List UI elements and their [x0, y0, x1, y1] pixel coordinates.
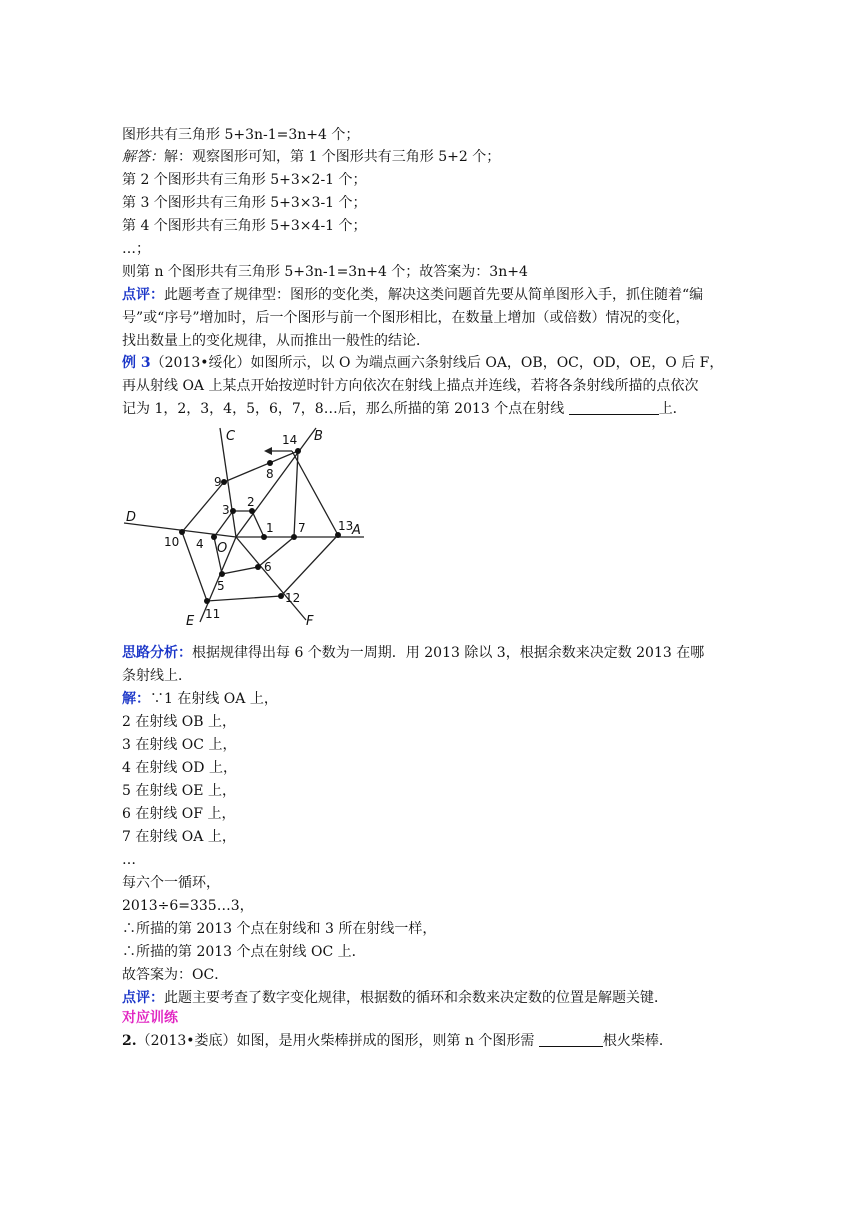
label-5: 5 — [217, 579, 225, 593]
point-9 — [221, 479, 227, 485]
point-4 — [211, 534, 217, 540]
comment-text: 此题主要考查了数字变化规律，根据数的循环和余数来决定数的位置是解题关键． — [164, 990, 668, 1006]
example-line — [122, 352, 723, 374]
label-10: 10 — [164, 535, 180, 549]
point-3 — [230, 508, 236, 514]
example-text: 记为 1，2，3，4，5，6，7，8…后，那么所描的第 2013 个点在射线 — [122, 401, 569, 417]
analysis-line: 条射线上． — [122, 668, 192, 684]
label-4: 4 — [196, 537, 204, 551]
ray-label-B: B — [314, 429, 323, 444]
label-13: 13 — [338, 519, 354, 533]
ray-label-F: F — [306, 614, 314, 629]
solution-line: 3 在射线 OC 上， — [122, 737, 237, 753]
text-line: 则第 n 个图形共有三角形 5+3n-1=3n+4 个；故答案为：3n+4 — [122, 264, 528, 280]
answer-blank[interactable] — [569, 400, 659, 415]
label-1: 1 — [266, 521, 274, 535]
solution-line: ∴所描的第 2013 个点在射线和 3 所在射线一样， — [122, 921, 437, 937]
example-label: 例 3 — [122, 355, 151, 371]
solution-line: 4 在射线 OD 上， — [122, 760, 237, 776]
comment-line — [122, 987, 668, 1009]
comment-label: 点评： — [122, 287, 164, 303]
ray-OF — [236, 537, 306, 620]
example-line — [122, 398, 687, 420]
text-line: 第 2 个图形共有三角形 5+3×2-1 个； — [122, 172, 367, 188]
label-8: 8 — [266, 467, 274, 481]
comment-label: 点评： — [122, 990, 164, 1006]
point-14 — [295, 448, 301, 454]
ray-label-E: E — [186, 614, 195, 629]
solution-line: 2 在射线 OB 上， — [122, 714, 237, 730]
label-7: 7 — [298, 521, 306, 535]
answer-blank[interactable] — [539, 1032, 603, 1047]
practice-heading: 对应训练 — [122, 1010, 178, 1026]
ray-label-C: C — [226, 429, 236, 444]
answer-text: 解：观察图形可知，第 1 个图形共有三角形 5+2 个； — [164, 149, 501, 165]
analysis-text: 根据规律得出每 6 个数为一周期．用 2013 除以 3，根据余数来决定数 2013 在哪 — [192, 645, 705, 661]
solution-text: ∵1 在射线 OA 上， — [150, 691, 278, 707]
point-6 — [255, 564, 261, 570]
practice-line — [122, 1030, 673, 1052]
point-12 — [278, 593, 284, 599]
label-6: 6 — [264, 560, 272, 574]
comment-line: 找出数量上的变化规律，从而推出一般性的结论． — [122, 333, 430, 349]
arrow-head — [264, 447, 272, 455]
text-line: 第 4 个图形共有三角形 5+3×4-1 个； — [122, 218, 367, 234]
example-line: 再从射线 OA 上某点开始按逆时针方向依次在射线上描点并连线，若将各条射线所描的点依次 — [122, 378, 699, 394]
label-9: 9 — [214, 475, 222, 489]
spiral-path — [182, 451, 338, 601]
question-text: （2013•娄底）如图，是用火柴棒拼成的图形，则第 n 个图形需 — [136, 1033, 539, 1049]
comment-line: 号”或“序号”增加时，后一个图形与前一个图形相比，在数量上增加（或倍数）情况的变化， — [122, 310, 690, 326]
solution-line: 7 在射线 OA 上， — [122, 829, 236, 845]
solution-line: 2013÷6=335…3， — [122, 898, 254, 914]
point-11 — [204, 598, 210, 604]
text-line: 第 3 个图形共有三角形 5+3×3-1 个； — [122, 195, 367, 211]
label-14: 14 — [282, 433, 298, 447]
analysis-label: 思路分析： — [122, 645, 192, 661]
point-5 — [219, 571, 225, 577]
comment-text: 此题考查了规律型：图形的变化类，解决这类问题首先要从简单图形入手，抓住随着“编 — [164, 287, 704, 303]
label-12: 12 — [285, 591, 301, 605]
example-text: （2013•绥化）如图所示，以 O 为端点画六条射线后 OA，OB，OC，OD，OE，O 后 F， — [150, 355, 724, 371]
point-8 — [267, 460, 273, 466]
analysis-line — [122, 642, 704, 664]
center-label-O: O — [217, 541, 228, 556]
label-3: 3 — [222, 503, 230, 517]
comment-line — [122, 284, 703, 306]
solution-line: 故答案为：OC． — [122, 967, 229, 983]
solution-line: ∴所描的第 2013 个点在射线 OC 上． — [122, 944, 366, 960]
question-number: 2. — [122, 1033, 137, 1049]
question-tail: 根火柴棒． — [602, 1033, 673, 1049]
solution-line: 5 在射线 OE 上， — [122, 783, 236, 799]
solution-line — [122, 688, 278, 710]
ray-label-D: D — [126, 510, 137, 525]
ray-label-A: A — [352, 523, 361, 538]
answer-label: 解答： — [122, 149, 164, 165]
solution-line: 每六个一循环， — [122, 875, 220, 891]
text-line: …； — [122, 241, 150, 257]
rays-figure — [118, 422, 378, 634]
solution-label: 解： — [122, 691, 150, 707]
point-10 — [179, 529, 185, 535]
solution-line: 6 在射线 OF 上， — [122, 806, 236, 822]
solution-line: … — [122, 852, 136, 868]
label-2: 2 — [247, 495, 255, 509]
text-line — [122, 146, 500, 168]
label-11: 11 — [205, 607, 221, 621]
text-line: 图形共有三角形 5+3n-1=3n+4 个； — [122, 127, 360, 143]
point-7 — [291, 534, 297, 540]
example-tail: 上． — [658, 401, 687, 417]
